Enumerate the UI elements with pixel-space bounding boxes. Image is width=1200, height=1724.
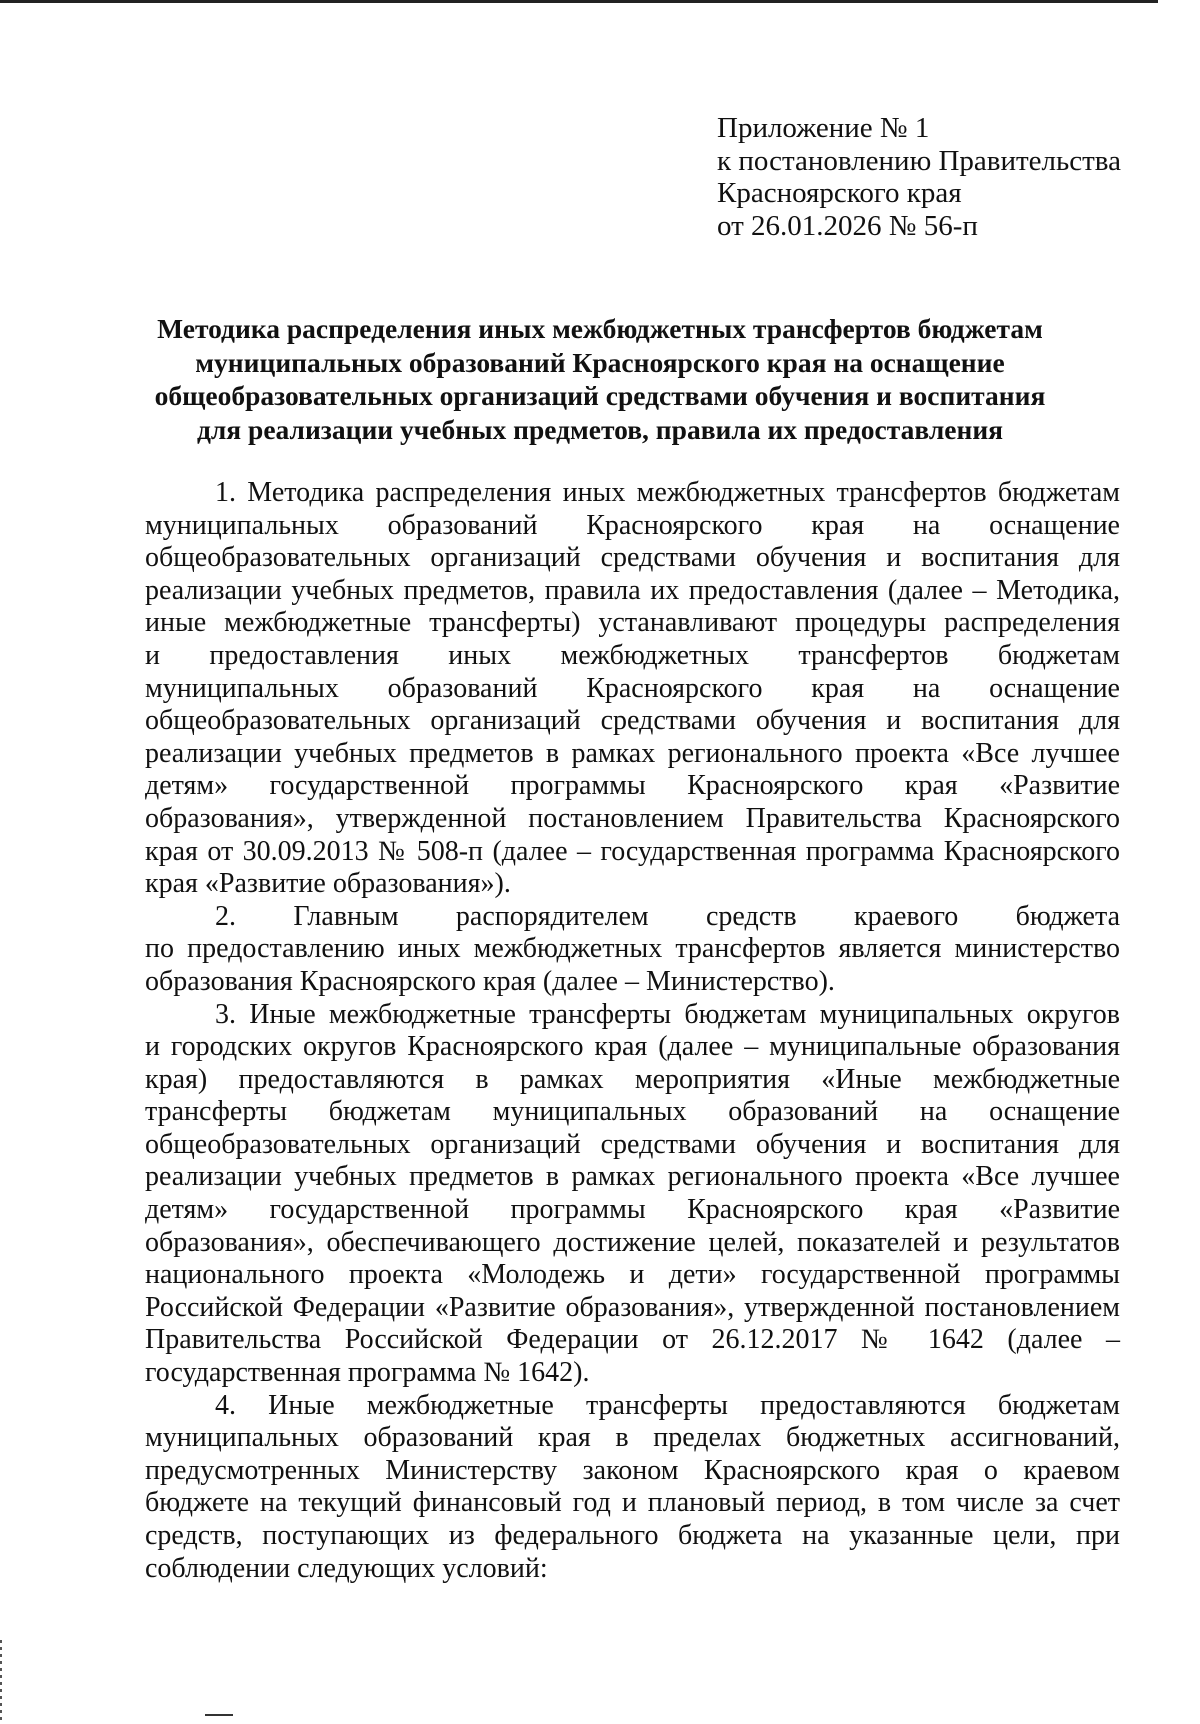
paragraph-4: [145, 1390, 1120, 1586]
text-line: образования», утвержденной постановлением Правительства Красноярского: [145, 802, 1120, 834]
text-line: бюджете на текущий финансовый год и плановый период, в том числе за счет: [145, 1487, 1120, 1519]
text-line: и городских округов Красноярского края (далее – муниципальные образования: [145, 1031, 1120, 1063]
text-line: реализации учебных предметов, правила их предоставления (далее – Методика,: [145, 574, 1120, 606]
text-line: национального проекта «Молодежь и дети» государственной программы: [145, 1259, 1120, 1291]
text-line: общеобразовательных организаций средствами обучения и воспитания для: [145, 542, 1120, 574]
appendix-number: Приложение № 1: [717, 112, 930, 144]
paragraph-2: [145, 901, 1120, 999]
text-line: 2. Главным распорядителем средств краевого бюджета: [215, 900, 1120, 932]
paragraph-1: [145, 477, 1120, 901]
text-line: предусмотренных Министерству законом Красноярского края о краевом: [145, 1454, 1120, 1486]
title-line: муниципальных образований Красноярского края на оснащение: [195, 346, 1005, 378]
text-line: 1. Методика распределения иных межбюджетных трансфертов бюджетам: [215, 477, 1120, 508]
text-line: образования», обеспечивающего достижение целей, показателей и результатов: [145, 1226, 1120, 1258]
text-line: муниципальных образований Красноярского края на оснащение: [145, 509, 1120, 541]
text-line: реализации учебных предметов в рамках регионального проекта «Все лучшее: [145, 1161, 1120, 1193]
text-line: соблюдении следующих условий:: [145, 1552, 548, 1584]
text-line: Российской Федерации «Развитие образования», утвержденной постановлением: [145, 1291, 1120, 1323]
appendix-resolution: к постановлению Правительства: [717, 144, 1121, 177]
text-line: края от 30.09.2013 № 508-п (далее – государственная программа Красноярского: [145, 835, 1120, 867]
text-line: по предоставлению иных межбюджетных трансфертов является министерство: [145, 933, 1120, 965]
document-title: [120, 312, 1080, 446]
text-line: 3. Иные межбюджетные трансферты бюджетам муниципальных округов: [215, 998, 1120, 1030]
text-line: реализации учебных предметов в рамках регионального проекта «Все лучшее: [145, 737, 1120, 769]
text-line: общеобразовательных организаций средствами обучения и воспитания для: [145, 1128, 1120, 1160]
title-line: Методика распределения иных межбюджетных трансфертов бюджетам: [157, 313, 1043, 344]
text-line: края «Развитие образования»).: [145, 868, 511, 900]
text-line: и предоставления иных межбюджетных трансфертов бюджетам: [145, 639, 1120, 671]
appendix-date: от 26.01.2026 № 56-п: [717, 209, 978, 242]
text-line: государственная программа № 1642).: [145, 1357, 590, 1389]
document-body: [145, 477, 1120, 1585]
text-line: муниципальных образований края в пределах бюджетных ассигнований,: [145, 1422, 1120, 1454]
title-line: общеобразовательных организаций средствами обучения и воспитания: [154, 380, 1046, 411]
text-line: трансферты бюджетам муниципальных образований на оснащение: [145, 1096, 1120, 1128]
text-line: иные межбюджетные трансферты) устанавливают процедуры распределения: [145, 607, 1120, 639]
text-line: детям» государственной программы Красноярского края «Развитие: [145, 770, 1120, 802]
next-page-fragment: [205, 1714, 233, 1724]
text-line: края) предоставляются в рамках мероприятия «Иные межбюджетные: [145, 1063, 1120, 1095]
text-line: муниципальных образований Красноярского края на оснащение: [145, 672, 1120, 704]
title-line: для реализации учебных предметов, правила их предоставления: [196, 413, 1004, 445]
appendix-header: [717, 112, 1137, 242]
paragraph-3: [145, 999, 1120, 1390]
scan-edge-top: [0, 0, 1158, 3]
text-line: детям» государственной программы Красноярского края «Развитие: [145, 1194, 1120, 1226]
text-line: Правительства Российской Федерации от 26.12.2017 № 1642 (далее –: [145, 1324, 1120, 1356]
text-line: образования Красноярского края (далее – Министерство).: [145, 965, 835, 997]
text-line: общеобразовательных организаций средствами обучения и воспитания для: [145, 705, 1120, 737]
text-line: средств, поступающих из федерального бюджета на указанные цели, при: [145, 1520, 1120, 1551]
text-line: 4. Иные межбюджетные трансферты предоставляются бюджетам: [215, 1389, 1120, 1421]
appendix-region: Красноярского края: [717, 177, 962, 209]
scan-edge-left: [0, 1640, 2, 1722]
